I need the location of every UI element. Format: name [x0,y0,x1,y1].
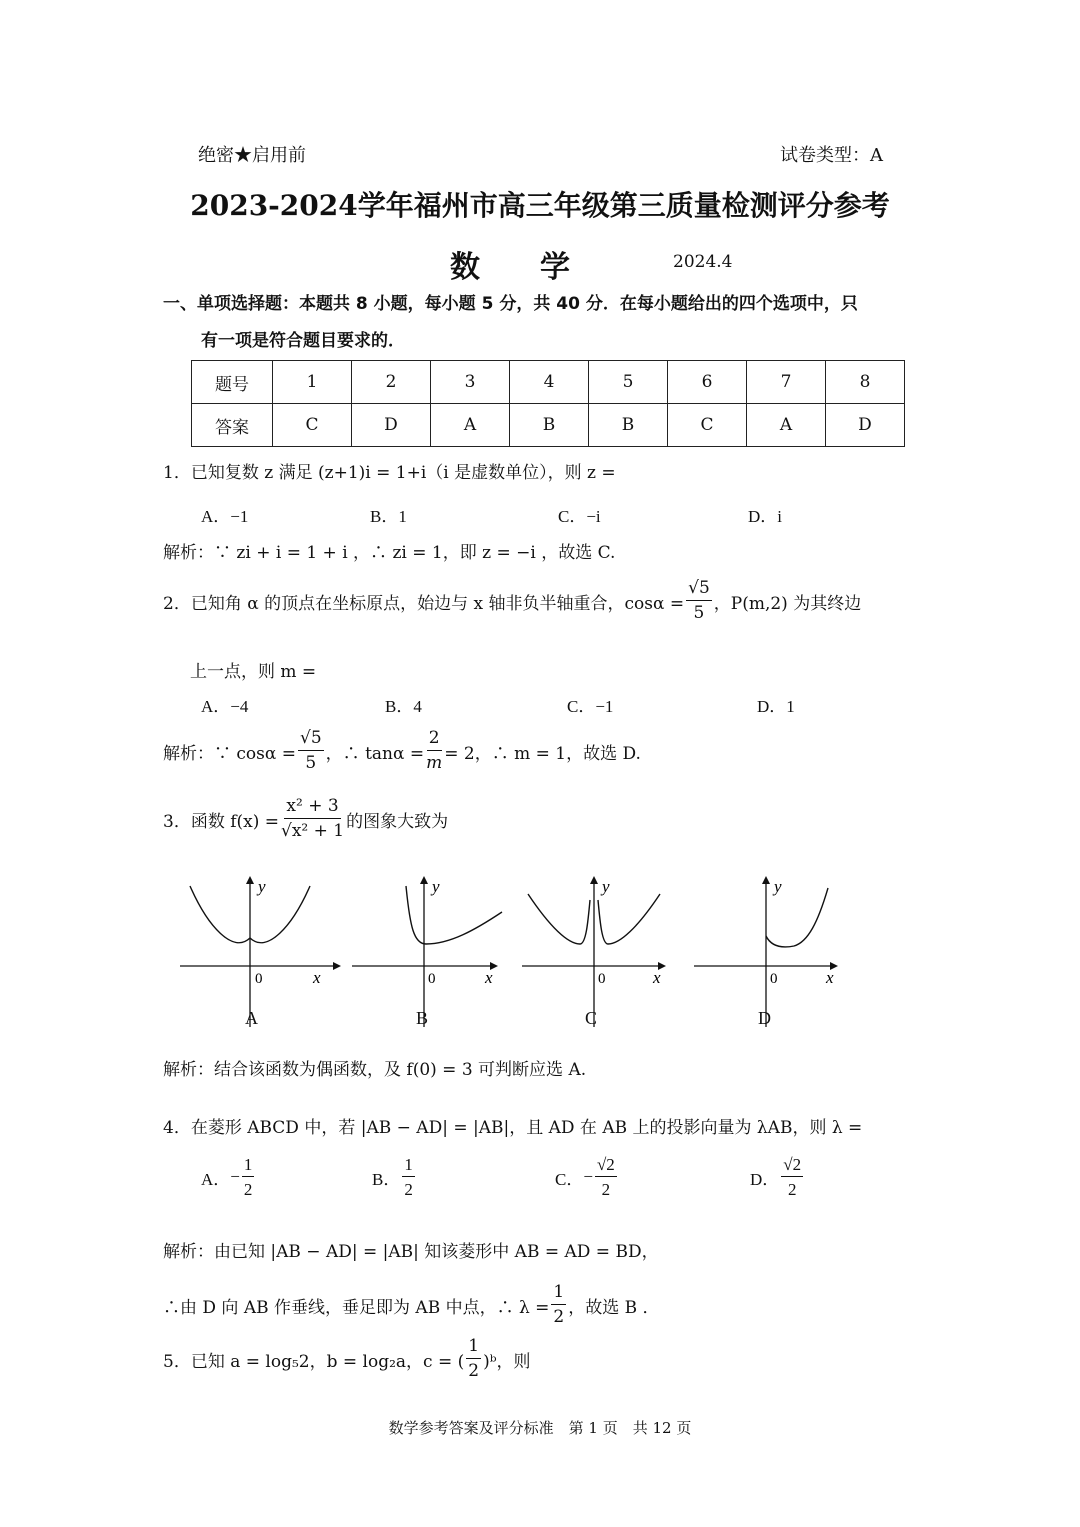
q1-option-a: A．−1 [201,507,249,526]
question-2 [163,580,861,622]
graph-d-label: D [758,1008,771,1028]
q3-text-post: 的图象大致为 [346,811,449,832]
q2-sol-frac2 [426,730,442,772]
q4-option-c [555,1156,619,1198]
graph-c-label: C [585,1008,598,1028]
table-cell: 6 [668,361,747,404]
q2-frac-num: √5 [686,580,712,601]
graph-a-label: A [245,1008,258,1028]
graph-a-origin: 0 [255,971,263,987]
q4-option-c-num: √2 [595,1156,617,1177]
q4-sol2-pre: ∴由 D 向 AB 作垂线，垂足即为 AB 中点，∴ λ = [163,1297,550,1318]
q4-option-d-den: 2 [787,1180,797,1199]
q2-sol-frac1-num: √5 [298,730,324,751]
q2-frac-den: 5 [693,603,705,623]
section-heading: 一、单项选择题：本题共 8 小题，每小题 5 分，共 40 分．在每小题给出的四个选项中，只 [163,294,858,314]
table-cell: A [747,404,826,447]
q4-option-d [750,1156,805,1198]
question-5 [163,1338,531,1380]
table-cell: B [510,404,589,447]
q2-option-a: A．−4 [201,697,249,716]
q4-option-c-frac [595,1156,617,1198]
q4-option-a [201,1156,256,1198]
table-row [192,361,905,404]
q2-fraction [686,580,712,622]
table-cell: C [668,404,747,447]
q4-option-d-num: √2 [781,1156,803,1177]
table-cell: 3 [431,361,510,404]
graph-b-label: B [416,1008,429,1028]
table-cell: D [826,404,905,447]
q4-option-c-label: C． [555,1169,584,1189]
paper-type: 试卷类型：A [780,145,883,166]
q4-option-a-sign: − [230,1167,240,1186]
q4-solution-line1: 解析：由已知 |AB − AD| = |AB| 知该菱形中 AB = AD = BD， [163,1242,659,1262]
graph-c [520,872,695,1032]
graph-d [692,872,867,1032]
q4-option-a-num: 1 [242,1156,255,1177]
q3-text-pre: 3．函数 f(x) = [163,811,280,832]
table-row [192,404,905,447]
q5-frac-den: 2 [468,1361,480,1381]
question-4: 4．在菱形 ABCD 中，若 |AB − AD| = |AB|，且 AD 在 AB 上的投影向量为 λAB，则 λ = [163,1118,863,1138]
table-header-cell: 题号 [192,361,273,404]
q4-option-d-label: D． [750,1169,780,1189]
q2-sol-frac2-den: m [426,753,443,773]
graph-d-y-label: y [774,877,782,896]
table-cell: 8 [826,361,905,404]
table-cell: 2 [352,361,431,404]
graph-b [350,872,525,1032]
q1-option-c: C．−i [558,507,601,526]
q2-sol-frac1 [298,730,324,772]
table-cell: 7 [747,361,826,404]
q2-sol-pre: 解析：∵ cosα = [163,743,297,764]
table-cell: 5 [589,361,668,404]
graph-c-x-label: x [653,968,661,987]
q4-sol2-den: 2 [553,1307,565,1327]
page-title: 2023-2024学年福州市高三年级第三质量检测评分参考 [190,189,890,222]
section-heading-cont: 有一项是符合题目要求的． [201,331,405,351]
graph-d-origin: 0 [770,971,778,987]
q3-frac-den: √x² + 1 [281,821,345,841]
exam-date: 2024.4 [673,252,733,272]
q2-option-b: B．4 [385,697,422,716]
q2-text-pre: 2．已知角 α 的顶点在坐标原点，始边与 x 轴非负半轴重合，cosα = [163,593,685,614]
q4-option-b-label: B． [372,1169,401,1189]
q4-sol2-post: ，故选 B ． [568,1297,660,1318]
q4-option-b-frac [402,1156,415,1198]
graph-a-x-label: x [313,968,321,987]
q1-option-d: D．i [748,507,782,526]
q2-solution [163,730,641,772]
table-cell: 4 [510,361,589,404]
table-cell: D [352,404,431,447]
q5-fraction [466,1338,481,1380]
table-cell: 1 [273,361,352,404]
q4-option-a-frac [242,1156,255,1198]
table-cell: C [273,404,352,447]
q4-option-b-den: 2 [404,1180,413,1199]
graph-c-origin: 0 [598,971,606,987]
table-header-cell: 答案 [192,404,273,447]
graph-d-x-label: x [826,968,834,987]
graph-b-origin: 0 [428,971,436,987]
graph-c-y-label: y [602,877,610,896]
question-3 [163,798,448,840]
q2-option-c: C．−1 [567,697,614,716]
q2-sol-frac2-num: 2 [427,730,442,751]
q3-solution: 解析：结合该函数为偶函数，及 f(0) = 3 可判断应选 A. [163,1060,587,1080]
q4-option-d-frac [781,1156,803,1198]
page-footer: 数学参考答案及评分标准 第 1 页 共 12 页 [388,1419,692,1437]
q2-sol-frac1-den: 5 [305,753,317,773]
q4-solution-line2 [163,1284,660,1326]
q4-option-b [372,1156,417,1198]
q5-frac-num: 1 [466,1338,481,1359]
q2-sol-mid: ，∴ tanα = [325,743,425,764]
table-cell: A [431,404,510,447]
question-1: 1．已知复数 z 满足 (z+1)i = 1+i（i 是虚数单位），则 z = [163,463,616,483]
answer-table [191,360,905,447]
q4-option-a-den: 2 [243,1180,253,1199]
q2-sol-post: = 2，∴ m = 1，故选 D. [444,743,641,764]
question-2-cont: 上一点，则 m = [190,662,317,682]
graph-a-y-label: y [258,877,266,896]
q1-solution: 解析：∵ zi + i = 1 + i ，∴ zi = 1，即 z = −i ，故选 C. [163,543,616,563]
q4-option-a-label: A． [201,1169,231,1189]
q4-option-b-num: 1 [402,1156,415,1177]
q1-option-b: B．1 [370,507,407,526]
graph-a [178,872,353,1032]
table-cell: B [589,404,668,447]
graph-b-y-label: y [432,877,440,896]
q5-text-post: )ᵇ，则 [483,1351,531,1372]
q4-sol2-frac [551,1284,566,1326]
q2-option-d: D．1 [757,697,795,716]
graph-b-x-label: x [485,968,493,987]
q4-option-c-den: 2 [601,1180,611,1199]
q4-option-c-sign: − [583,1167,593,1186]
q3-fraction [281,798,344,840]
q4-sol2-num: 1 [551,1284,566,1305]
subject-title: 数 学 [450,250,570,285]
q2-text-post: ，P(m,2) 为其终边 [713,593,862,614]
q5-text-pre: 5．已知 a = log₅2，b = log₂a，c = ( [163,1351,465,1372]
q3-frac-num: x² + 3 [284,798,340,819]
secret-label: 绝密★启用前 [198,145,306,166]
